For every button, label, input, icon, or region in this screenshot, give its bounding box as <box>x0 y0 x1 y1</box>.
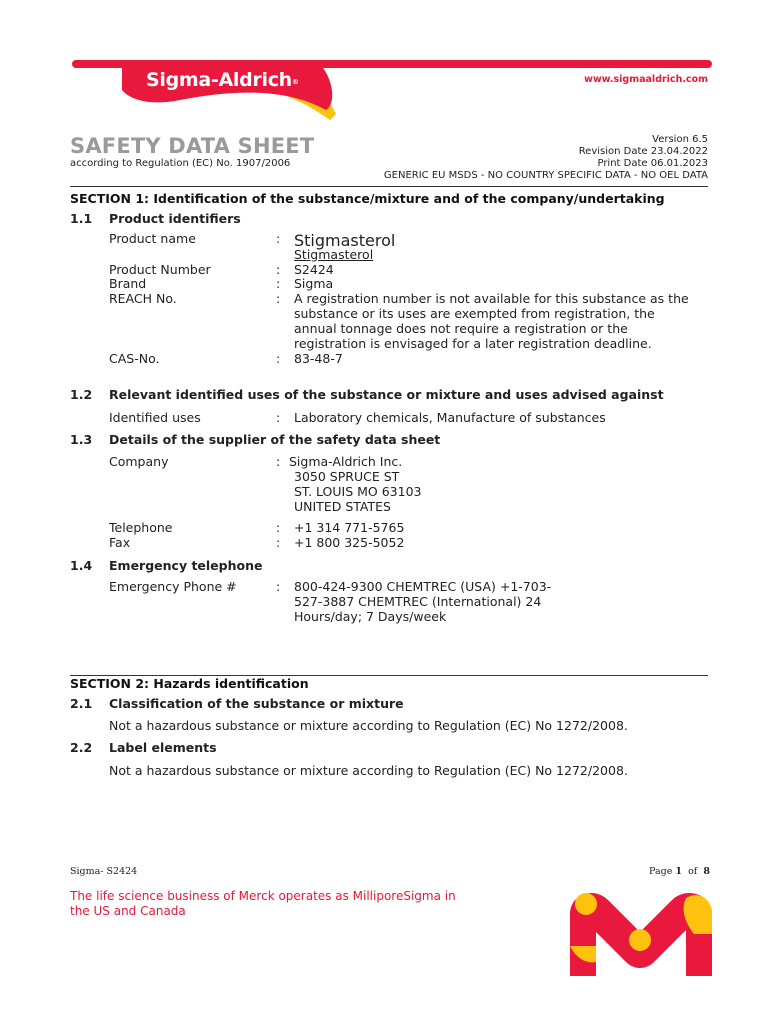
merck-logo <box>568 884 714 984</box>
colon: : <box>276 351 281 366</box>
emergency-phone-line: Hours/day; 7 Days/week <box>294 609 447 624</box>
reach-line: registration is envisaged for a later registration deadline. <box>294 336 652 351</box>
subsection-number: 1.2 <box>70 387 93 402</box>
colon: : <box>276 410 281 425</box>
cas-number: 83-48-7 <box>294 351 343 366</box>
reach-line: A registration number is not available for this substance as the <box>294 291 689 306</box>
product-name: Stigmasterol <box>294 231 396 250</box>
telephone-label: Telephone <box>109 520 173 535</box>
colon: : <box>276 262 281 277</box>
divider <box>70 186 708 187</box>
label-elements-text: Not a hazardous substance or mixture according to Regulation (EC) No 1272/2008. <box>109 763 628 778</box>
subsection-title: Emergency telephone <box>109 558 263 573</box>
product-name-sub: Stigmasterol <box>294 247 374 262</box>
colon: : <box>276 231 281 246</box>
cas-label: CAS-No. <box>109 351 160 366</box>
colon: : <box>276 579 281 594</box>
emergency-phone-line: 800-424-9300 CHEMTREC (USA) +1-703- <box>294 579 552 594</box>
subsection-title: Classification of the substance or mixture <box>109 696 404 711</box>
section-1-title: SECTION 1: Identification of the substance/mixture and of the company/undertaking <box>70 191 665 206</box>
regulation-note: according to Regulation (EC) No. 1907/2006 <box>70 158 291 169</box>
reach-line: substance or its uses are exempted from registration, the <box>294 306 655 321</box>
colon: : <box>276 535 281 550</box>
company-line: UNITED STATES <box>294 499 391 514</box>
identified-uses-label: Identified uses <box>109 410 201 425</box>
subsection-title: Details of the supplier of the safety data sheet <box>109 432 441 447</box>
version: Version 6.5 <box>652 134 708 145</box>
generic-note: GENERIC EU MSDS - NO COUNTRY SPECIFIC DATA - NO OEL DATA <box>383 170 708 181</box>
colon: : <box>276 276 281 291</box>
revision-date: Revision Date 23.04.2022 <box>578 146 708 157</box>
page-indicator: Page 1 of 8 <box>649 866 710 877</box>
fax-label: Fax <box>109 535 131 550</box>
company-line: Sigma-Aldrich Inc. <box>289 454 403 469</box>
document-title: SAFETY DATA SHEET <box>70 134 315 158</box>
subsection-title: Product identifiers <box>109 211 241 226</box>
logo-text: Sigma-Aldrich® <box>146 69 299 91</box>
colon: : <box>276 291 281 306</box>
company-label: Company <box>109 454 169 469</box>
colon: : <box>276 520 281 535</box>
telephone: +1 314 771-5765 <box>294 520 405 535</box>
product-name-label: Product name <box>109 231 196 246</box>
emergency-phone-line: 527-3887 CHEMTREC (International) 24 <box>294 594 542 609</box>
subsection-number: 1.1 <box>70 211 93 226</box>
emergency-phone-label: Emergency Phone # <box>109 579 237 594</box>
fax: +1 800 325-5052 <box>294 535 405 550</box>
subsection-number: 1.3 <box>70 432 93 447</box>
print-date: Print Date 06.01.2023 <box>597 158 708 169</box>
product-number: S2424 <box>294 262 334 277</box>
product-number-label: Product Number <box>109 262 211 277</box>
colon: : <box>276 454 281 469</box>
subsection-title: Label elements <box>109 740 217 755</box>
subsection-number: 1.4 <box>70 558 93 573</box>
brand-label: Brand <box>109 276 147 291</box>
identified-uses: Laboratory chemicals, Manufacture of substances <box>294 410 606 425</box>
subsection-number: 2.1 <box>70 696 93 711</box>
subsection-number: 2.2 <box>70 740 93 755</box>
company-line: ST. LOUIS MO 63103 <box>294 484 422 499</box>
footer-product-ref: Sigma- S2424 <box>70 866 138 877</box>
website-link[interactable]: www.sigmaaldrich.com <box>584 74 708 85</box>
reach-line: annual tonnage does not require a registration or the <box>294 321 628 336</box>
classification-text: Not a hazardous substance or mixture according to Regulation (EC) No 1272/2008. <box>109 718 628 733</box>
section-2-title: SECTION 2: Hazards identification <box>70 676 309 691</box>
brand-value: Sigma <box>294 276 334 291</box>
footer-note: The life science business of Merck operates as MilliporeSigma in the US and Canada <box>70 889 456 918</box>
subsection-title: Relevant identified uses of the substance or mixture and uses advised against <box>109 387 664 402</box>
reach-label: REACH No. <box>109 291 177 306</box>
company-line: 3050 SPRUCE ST <box>294 469 400 484</box>
